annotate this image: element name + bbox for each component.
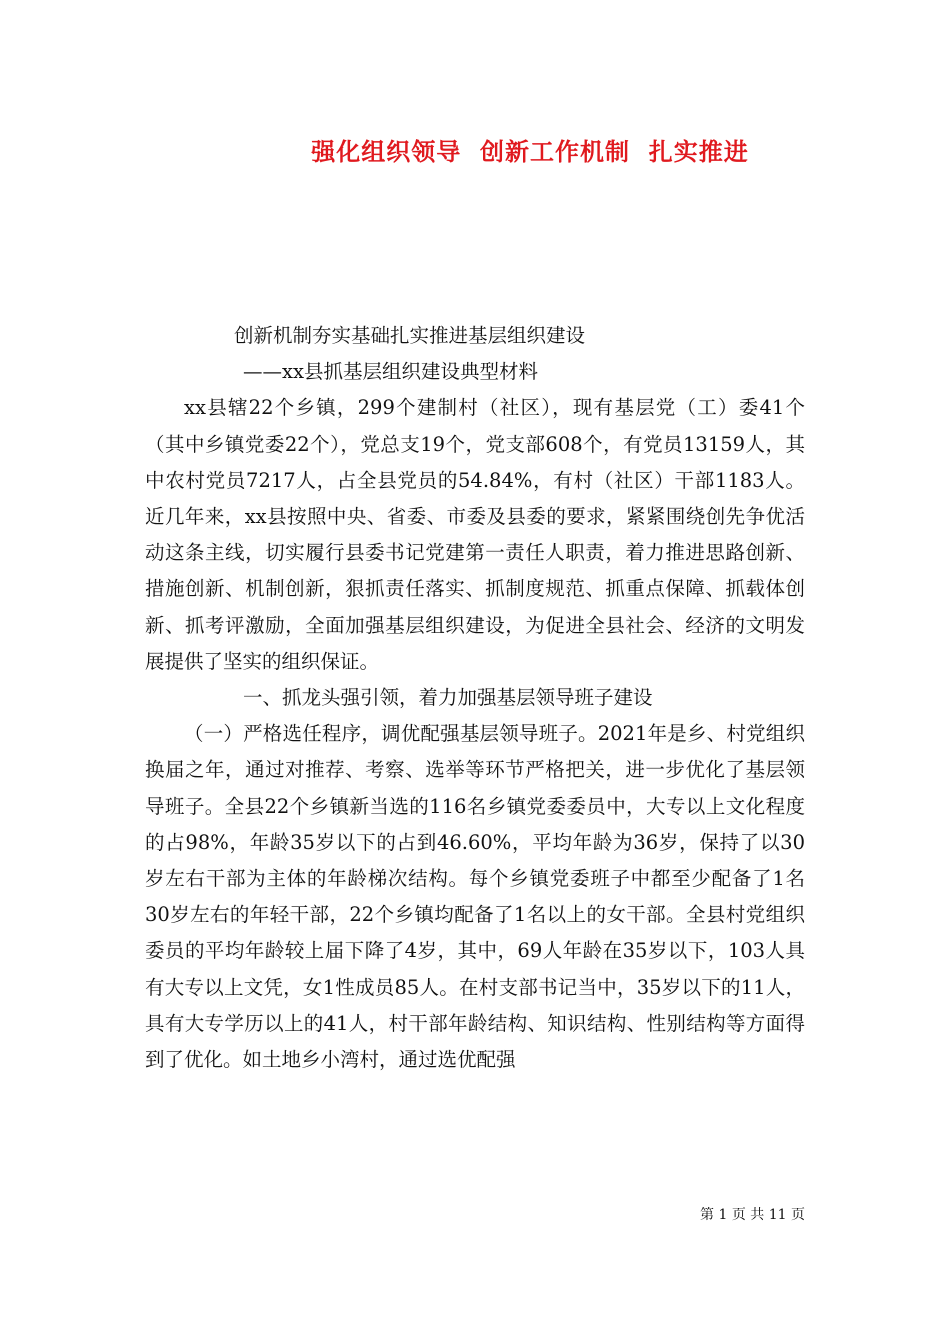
section-1-heading: 一、抓龙头强引领，着力加强基层领导班子建设	[243, 686, 653, 710]
intro-paragraph: xx县辖22个乡镇，299个建制村（社区），现有基层党（工）委41个（其中乡镇党委22个），党总支19个，党支部608个，有党员13159人，其中农村党员7217人，占全县党员的54.84%，有村（社区）干部1183人。近几年来，xx县按照中央、省委、市委及县委的要求，紧紧围绕创先争优活动这条主线，切实履行县委书记党建第一责任人职责，着力推进思路创新、措施创新、机制创新，狠抓责任落实、抓制度规范、抓重点保障、抓载体创新、抓考评激励，全面加强基层组织建设，为促进全县社会、经济的文明发展提供了坚实的组织保证。	[145, 396, 805, 673]
sub-heading: ——xx县抓基层组织建设典型材料	[243, 360, 538, 384]
section-1-paragraph: （一）严格选任程序，调优配强基层领导班子。2021年是乡、村党组织换届之年，通过对推荐、考察、选举等环节严格把关，进一步优化了基层领导班子。全县22个乡镇新当选的116名乡镇党委委员中，大专以上文化程度的占98%，年龄35岁以下的占到46.60%，平均年龄为36岁，保持了以30岁左右干部为主体的年龄梯次结构。每个乡镇党委班子中都至少配备了1名30岁左右的年轻干部，22个乡镇均配备了1名以上的女干部。全县村党组织委员的平均年龄较上届下降了4岁，其中，69人年龄在35岁以下，103人具有大专以上文凭，女1性成员85人。在村支部书记当中，35岁以下的11人，具有大专学历以上的41人，村干部年龄结构、知识结构、性别结构等方面得到了优化。如土地乡小湾村，通过选优配强	[145, 722, 805, 1072]
document-body	[145, 318, 805, 1078]
main-heading: 创新机制夯实基础扎实推进基层组织建设	[234, 324, 586, 347]
page-number: 第 1 页 共 11 页	[700, 1207, 805, 1223]
document-title: 强化组织领导 创新工作机制 扎实推进	[311, 138, 749, 166]
